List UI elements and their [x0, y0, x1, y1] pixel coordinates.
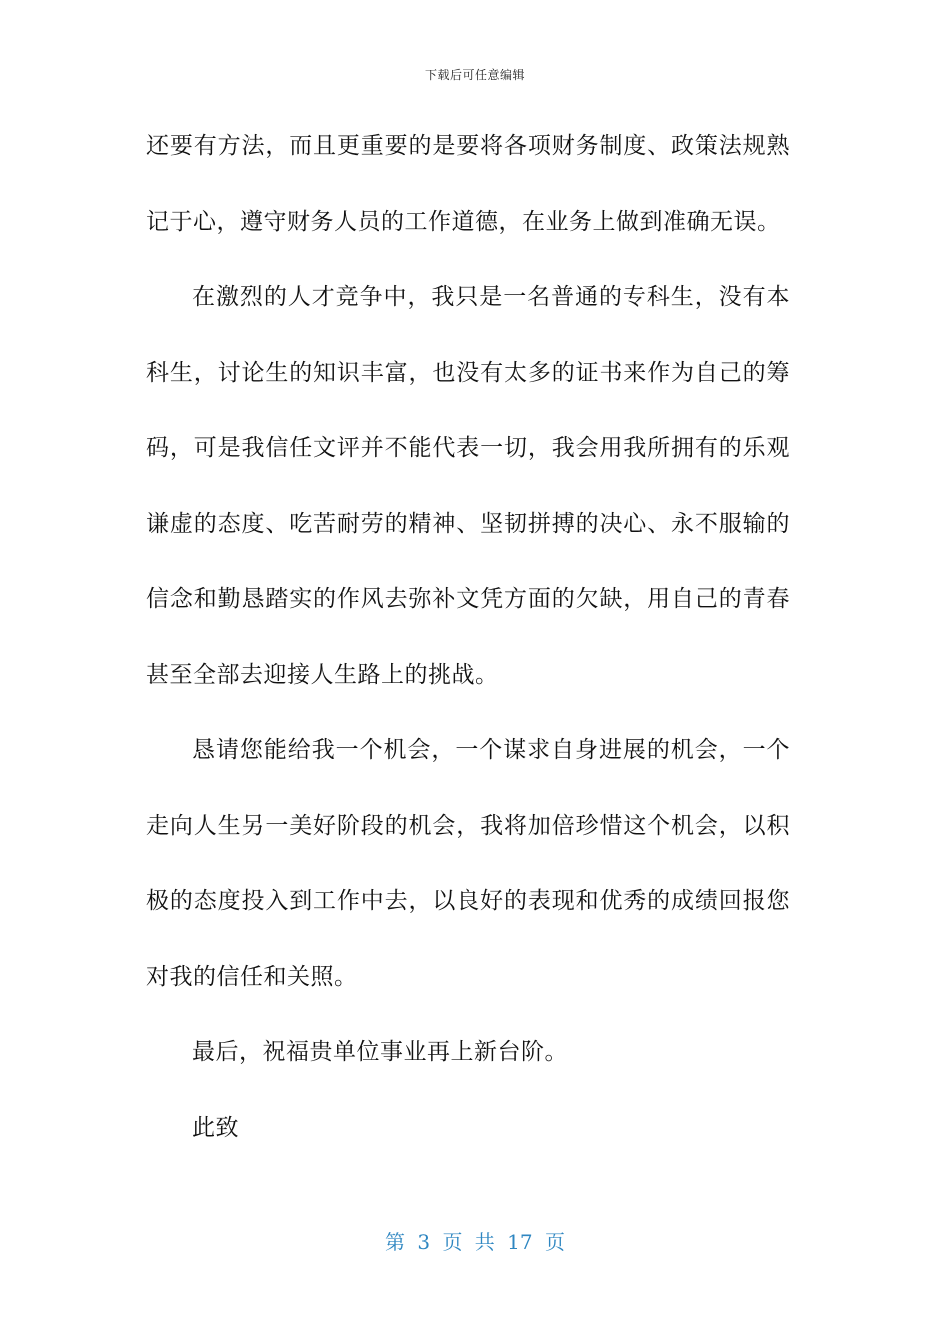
closing-line: 此致: [192, 1114, 239, 1141]
text-line: 恳请您能给我一个机会，一个谋求自身进展的机会，一个: [192, 737, 790, 763]
text-line: 走向人生另一美好阶段的机会，我将加倍珍惜这个机会，以积: [146, 812, 790, 839]
text-line: 在激烈的人才竞争中，我只是一名普通的专科生，没有本: [192, 284, 790, 310]
page-number: 第 3 页 共 17 页: [385, 1230, 565, 1254]
text-line: 最后，祝福贵单位事业再上新台阶。: [192, 1039, 568, 1065]
text-line: 还要有方法，而且更重要的是要将各项财务制度、政策法规熟: [146, 133, 790, 159]
text-line: 信念和勤恳踏实的作风去弥补文凭方面的欠缺，用自己的青春: [146, 586, 790, 612]
text-line: 谦虚的态度、吃苦耐劳的精神、坚韧拼搏的决心、永不服输的: [146, 510, 790, 537]
text-line: 极的态度投入到工作中去，以良好的表现和优秀的成绩回报您: [146, 888, 790, 914]
text-line: 甚至全部去迎接人生路上的挑战。: [146, 661, 499, 688]
document-body: [146, 124, 790, 1181]
page-header: 下载后可任意编辑: [424, 68, 525, 82]
text-line: 科生，讨论生的知识丰富，也没有太多的证书来作为自己的筹: [146, 359, 790, 386]
text-line: 记于心，遵守财务人员的工作道德，在业务上做到准确无误。: [146, 208, 781, 235]
text-line: 码，可是我信任文评并不能代表一切，我会用我所拥有的乐观: [146, 435, 790, 461]
text-line: 对我的信任和关照。: [146, 963, 358, 990]
